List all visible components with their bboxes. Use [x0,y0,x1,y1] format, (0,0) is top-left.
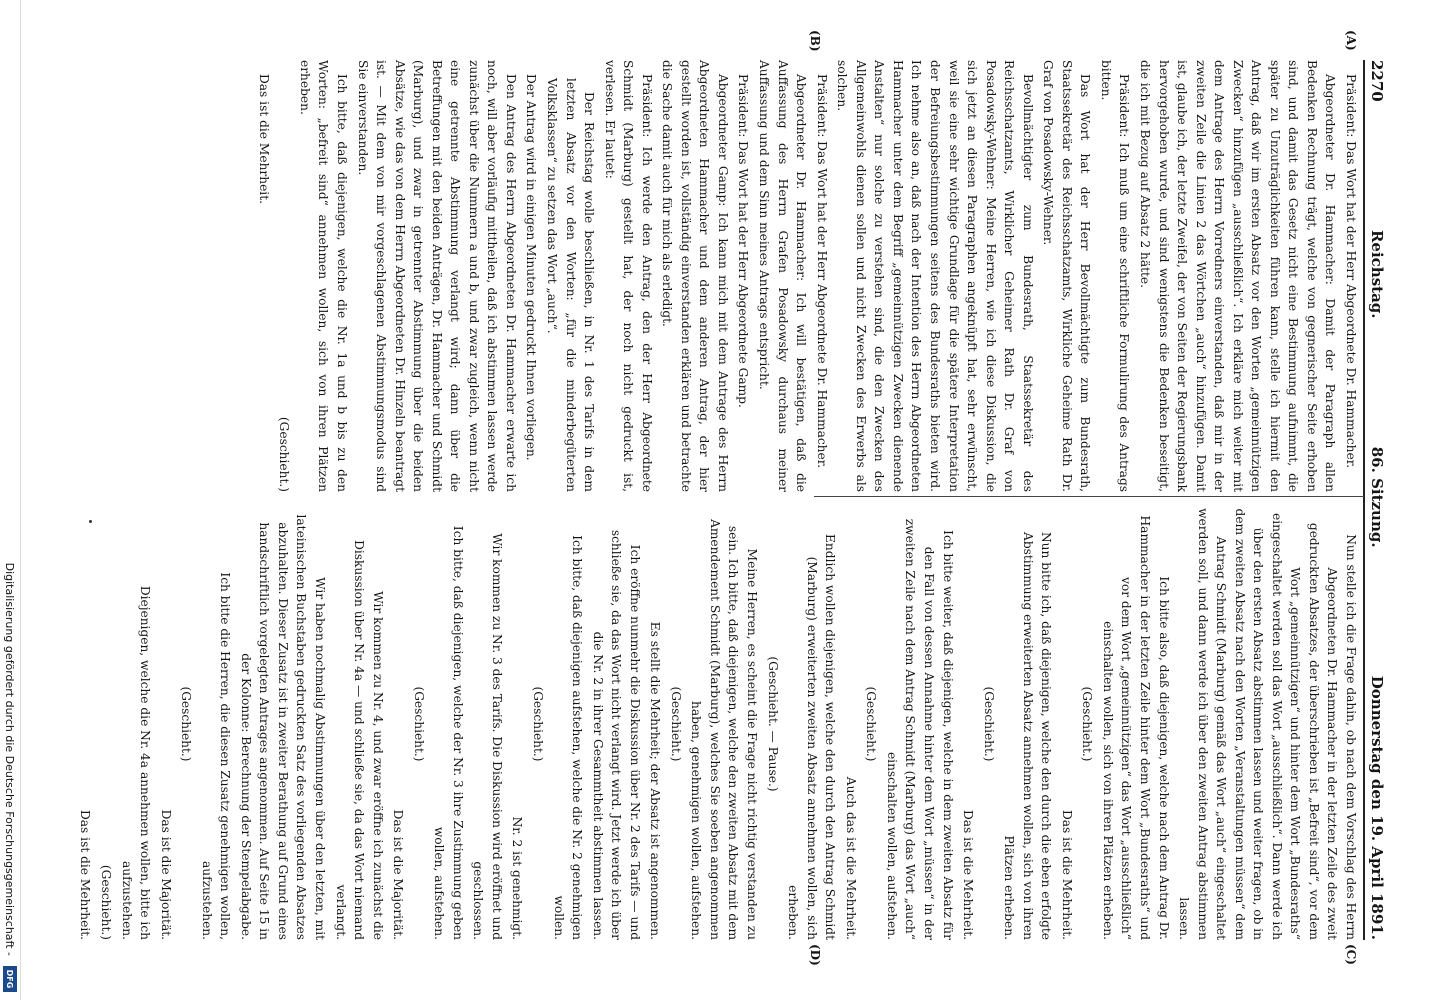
paragraph: Das ist die Mehrheit. [256,74,271,204]
paragraph: Präsident: Ich muß um eine schriftliche Formulirung des Antrags bitten. [1098,60,1132,492]
paragraph: Ich bitte, daß diejenigen, welche der Nr. 3 ihre Zustimmung geben wollen, aufstehen. [432,525,465,940]
paragraph: Ich bitte also, daß diejenigen, welche nach dem Antrag Dr. Hammacher in der letzten Zeile hinter dem Wort „Bundesraths“ und vor dem Wort „gemeinnützigen“ das Wort „ausschließlich“ einschalten wollen, sich von ihren Plätzen erheben. [1100,515,1171,940]
paragraph: Das ist die Majorität. [158,809,173,940]
paragraph: Es stellt die Mehrheit; der Absatz ist angenommen. [648,621,663,940]
paragraph: Präsident: Das Wort hat der Herr Abgeordnete Dr. Hammacher. [814,74,829,469]
stage-direction: (Geschieht. — Pause.) [765,656,780,792]
paragraph: Meine Herren, es scheint die Frage nicht richtig verstanden zu sein. Ich bitte, daß diejenigen, welche den zweiten Absatz mit dem Amendement Schmidt (Marburg), welches Sie soeben angenommen haben, genehmigen wollen, aufstehen. [689,519,760,940]
stage-direction: (Geschieht.) [179,686,194,762]
paragraph: Wir haben nochmalig Abstimmungen über den letzten, mit lateinischen Buchstaben gedruckten Satz des vorliegenden Absatzes abzuhalten. Dieser Zusatz ist in zweiter Berathung auf Grund eines handschriftlich vorgelegten Antrages angenommen. Auf Seite 15 in der Kolonne: Berechnung der Stempelabgabe. [238,514,328,940]
paragraph: Auch das ist die Mehrheit. [843,776,858,940]
stage-direction: (Geschieht.) [277,416,292,492]
paragraph: Das Wort hat der Herr Bevollmächtigte zum Bundesrath, Staatssekretär des Reichsschatzamts, Wirkliche Geheime Rath Dr. Graf von Posadowsky-Wehner. [1041,60,1093,492]
stage-direction: (Geschieht.) [531,686,546,762]
paragraph: Das ist die Mehrheit. [961,810,976,940]
left-column [252,60,1360,492]
paragraph: Präsident: Das Wort hat der Herr Abgeordnete Gamp. [736,74,751,408]
paragraph: Wir kommen zu Nr. 3 des Tarifs. Die Diskussion wird eröffnet und geschlossen. [471,533,504,940]
stage-direction: (Geschieht.) [411,686,426,762]
paragraph: Präsident: Ich werde den Antrag, den der Herr Abgeordnete Schmidt (Marburg) gestellt hat, der noch nicht gedruckt ist, verlesen. Er lautet: [602,60,654,492]
paragraph: Der Antrag wird in einigen Minuten gedruckt Ihnen vorliegen. [524,74,539,461]
column-divider [814,496,1364,497]
paragraph: Nun bitte ich, daß diejenigen, welche den durch die eben erfolgte Abstimmung erweiterten Absatz annehmen wollen, sich von ihren Plätzen erheben. [1002,532,1054,940]
paragraph: Den Antrag des Herrn Abgeordneten Dr. Hammacher erwarte ich noch, will aber vorläufig mittheilen, daß ich abstimmen lassen werde zunächst über die Nummern a und b, und zwar zugleich, wenn nicht eine getrennte Abstimmung verlangt wird; dann über die Betreffungen mit den beiden Anträgen, Dr. Hammacher und Schmidt (Marburg), und zwar in getrennter Abstimmung über die beiden Absätze, wie das von dem Herrn Abgeordneten Dr. Hinzeln beantragt ist. — Mit dem von mir vorgeschlagenen Abstimmungsmodus sind Sie einverstanden. [355,60,518,492]
paragraph: Das ist die Mehrheit. [78,810,93,940]
paragraph: Das ist die Mehrheit. [1059,810,1074,940]
paragraph: Diejenigen, welche die Nr. 4a annehmen wollen, bitte ich aufzustehen. [119,585,153,940]
dfg-logo-icon: DFG [3,966,17,992]
paragraph: Abgeordneter Dr. Hammacher: Ich will bestätigen, daß die Auffassung des Herrn Grafen Posadowsky durchaus meiner Auffassung und dem Sinn meines Antrags entspricht. [757,60,809,492]
paragraph: Bevollmächtigter zum Bundesrath, Staatssekretär des Reichsschatzamts, Wirklicher Geheimer Rath Dr. Graf von Posadowsky-Wehner: Meine Herren, wie ich diese Diskussion, die sich jetzt an diesen Paragraphen angeknüpft hat, sehr erwünscht, weil sie eine sehr wichtige Grundlage für die spätere Interpretation der Befreiungsbestimmungen seitens des Bundesraths bieten wird. Ich nehme also an, daß nach der Intention des Herrn Abgeordneten Hammacher unter dem Begriff „gemeinnützigen Zwecken dienende Anstalten“ nur solche zu verstehen sind, die den Zwecken des Allgemeinwohls dienen sollen und nicht Zwecken des Erwerbs als solchen. [835,60,1035,492]
stage-direction: (Geschieht.) [99,864,113,940]
stage-direction: (Geschieht.) [668,686,683,762]
paragraph: Abgeordneter Dr. Hammacher: Damit der Paragraph allen Bedenken Rechnung trägt, welche von gegnerischer Seite erhoben sind, und damit das Gesetz nicht eine Bestimmung aufnimmt, die später zu Unzuträglichkeiten führen kann, stelle ich hiermit den Antrag, daß wir im ersten Absatz vor den Worten „gemeinnützigen Zwecken“ hinzufügen „ausschließlich“. Ich erkläre mich weiter mit dem Antrage des Herrn Vorredners einverstanden, daß mir in der zweiten Zeile die Linien 2 das Wörtchen „auch“ hinzufügen. Damit ist, glaube ich, der letzte Zweifel, der von Seiten der Regierungsbank hervorgehoben wurde, und sind wenigstens die Bedenken beseitigt, die ich mit Bezug auf Absatz 2 hätte. [1137,60,1338,492]
page-number: 2270 [1368,60,1386,102]
margin-mark-d: (D) [808,944,822,966]
quoted-motion: Der Reichstag wolle beschließen, in Nr. 1 des Tarifs in dem letzten Absatz vor den Worten: „für die minderbegüterten Volksklassen“ zu setzen das Wort „auch“. [545,78,597,492]
scan-speck [89,520,92,523]
stage-direction: (Geschieht.) [1080,686,1095,762]
margin-mark-b: (B) [808,30,822,52]
chamber-name: Reichstag. [1368,229,1386,319]
stage-direction: (Geschieht.) [864,686,879,762]
paragraph: Wir kommen zu Nr. 4, und zwar eröffne ich zunächst die Diskussion über Nr. 4a — und schließe sie, da das Wort niemand verlangt. [333,540,385,940]
session-date: Donnerstag den 19. April 1891. [1368,675,1386,940]
paragraph: Nun stelle ich die Frage dahin, ob nach dem Vorschlag des Herrn Abgeordneten Dr. Hammacher in der letzten Zeile des zweit gedruckten Absatzes, der überschrieben ist „Befreit sind“, vor dem Wort „gemeinnützigen“ und hinter dem Wort „Bundesraths“ eingeschaltet werden soll das Wort „ausschließlich“. Dann werde ich über den ersten Absatz abstimmen lassen und weiter fragen, ob in dem zweiten Absatz nach den Worten „Veranstaltungen müssen“ dem Antrag Schmidt (Marburg) gemäß das Wort „auch“ eingeschaltet werden soll, und dann werde ich über den zweiten Antrag abstimmen lassen. [1177,508,1358,940]
paragraph: Das ist die Majorität. [391,809,406,940]
paragraph: Ich bitte, daß diejenigen aufstehen, welche die Nr. 2 genehmigen wollen. [551,535,585,940]
paragraph: Ich bitte, daß diejenigen, welche die Nr. 1a und b bis zu den Worten: „befreit sind“ annehmen wollen, sich von ihren Plätzen erheben. [297,60,350,492]
margin-mark-a: (A) [1344,30,1358,51]
paragraph: Ich eröffne nunmehr die Diskussion über Nr. 2 des Tarifs — und schließe sie, da das Wort nicht verlangt wird. Jetzt werde ich über die Nr. 2 in ihrer Gesammtheit abstimmen lassen. [590,529,642,940]
paragraph: Nr. 2 ist genehmigt. [510,816,525,940]
paragraph: Ich bitte weiter, daß diejenigen, welche in dem zweiten Absatz für den Fall von dessen Annahme hinter dem Wort „müssen“ in der zweiten Zeile nach dem Antrag Schmidt (Marburg) das Wort „auch“ einschalten wollen, aufstehen. [884,518,955,940]
digitization-footer [0,0,21,1000]
session-number: 86. Sitzung. [1368,446,1386,548]
footer-credit: Digitalisierung gefördert durch die Deutsche Forschungsgemeinschaft - [3,562,17,956]
margin-mark-c: (C) [1344,944,1358,965]
paragraph: Abgeordneter Gamp: Ich kann mich mit dem Antrage des Herrn Abgeordneten Hammacher und dem anderen Antrag, der hier gestellt worden ist, vollständig einverstanden erklären und betrachte die Sache damit auch für mich als erledigt. [660,60,730,492]
page-header [1363,60,1392,940]
stage-direction: (Geschieht.) [981,686,996,762]
paragraph: Präsident: Das Wort hat der Herr Abgeordnete Dr. Hammacher. [1344,74,1358,469]
right-column [74,508,1360,940]
paragraph: Endlich wollen diejenigen, welche den durch den Antrag Schmidt (Marburg) erweiterten zweiten Absatz annehmen wollen, sich erheben. [786,534,838,940]
paragraph: Ich bitte die Herren, die diesen Zusatz genehmigen wollen, aufzustehen. [199,572,233,940]
